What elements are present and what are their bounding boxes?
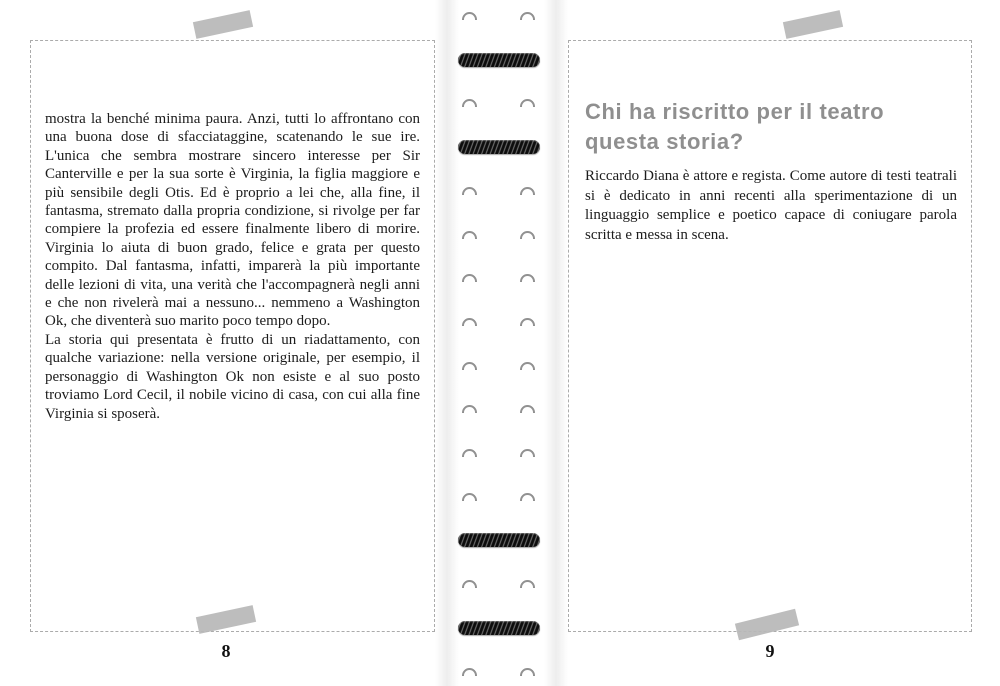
binder-hole <box>462 405 477 413</box>
binder-hole <box>520 274 535 282</box>
binder-hole <box>520 493 535 501</box>
right-page-text: Riccardo Diana è attore e regista. Come autore di testi teatrali si è dedicato in anni recenti alla sperimentazione di un linguaggio semplice e poetico capace di coniugare parola scritta e messa in scena. <box>585 168 957 243</box>
binder-hole <box>462 318 477 326</box>
binder-coil <box>458 533 540 547</box>
binder-hole <box>462 449 477 457</box>
page-number-right: 9 <box>765 641 775 661</box>
binder-hole <box>520 12 535 20</box>
binder-hole <box>462 231 477 239</box>
paragraph: La storia qui presentata è frutto di un riadattamento, con qualche variazione: nella versione originale, per esempio, il personaggio di Washington Ok non esiste e al suo posto troviamo Lord Cecil, il nobile vicino di casa, con cui alla fine Virginia si sposerà. <box>45 331 420 422</box>
binder-rings <box>440 0 560 686</box>
tape-strip-right-top <box>783 10 843 39</box>
binder-hole <box>520 187 535 195</box>
binder-coil <box>458 621 540 635</box>
binder-hole <box>462 493 477 501</box>
paragraph: mostra la benché minima paura. Anzi, tutti lo affrontano con una buona dose di sfacciataggine, scatenando le sue ire. L'unica che sembra mostrare sincero interesse per Sir Canterville e per la sua sorte è Virginia, la figlia maggiore e più sensibile degli Otis. Ed è proprio a lei che, alla fine, il fantasma, stremato dalla propria condizione, si rivolge per far compiere la profezia ed essere finalmente libero di morire. Virginia lo aiuta di buon grado, felice e grata per questo compito. Dal fantasma, infatti, imparerà la più importante delle lezioni di vita, una verità che l'accompagnerà negli anni e che non rivelerà mai a nessuno... nemmeno a Washington Ok, che diventerà suo marito poco tempo dopo. <box>45 111 420 330</box>
page-left <box>30 40 435 632</box>
binder-hole <box>520 362 535 370</box>
binder-hole <box>462 668 477 676</box>
binder-coil <box>458 53 540 67</box>
binder-hole <box>462 12 477 20</box>
binder-hole <box>462 99 477 107</box>
page-number-left: 8 <box>221 641 231 661</box>
section-heading: Chi ha riscritto per il teatro questa storia? <box>585 99 885 154</box>
binder-hole <box>462 580 477 588</box>
binder-hole <box>520 405 535 413</box>
left-page-text <box>45 110 420 423</box>
binder-hole <box>462 274 477 282</box>
binder-hole <box>520 449 535 457</box>
page-right <box>568 40 972 632</box>
binder-hole <box>520 318 535 326</box>
binder-hole <box>520 231 535 239</box>
tape-strip-left-top <box>193 10 253 39</box>
binder-hole <box>520 580 535 588</box>
binder-hole <box>520 99 535 107</box>
binder-hole <box>462 362 477 370</box>
binder-hole <box>520 668 535 676</box>
binder-hole <box>462 187 477 195</box>
binder-coil <box>458 140 540 154</box>
